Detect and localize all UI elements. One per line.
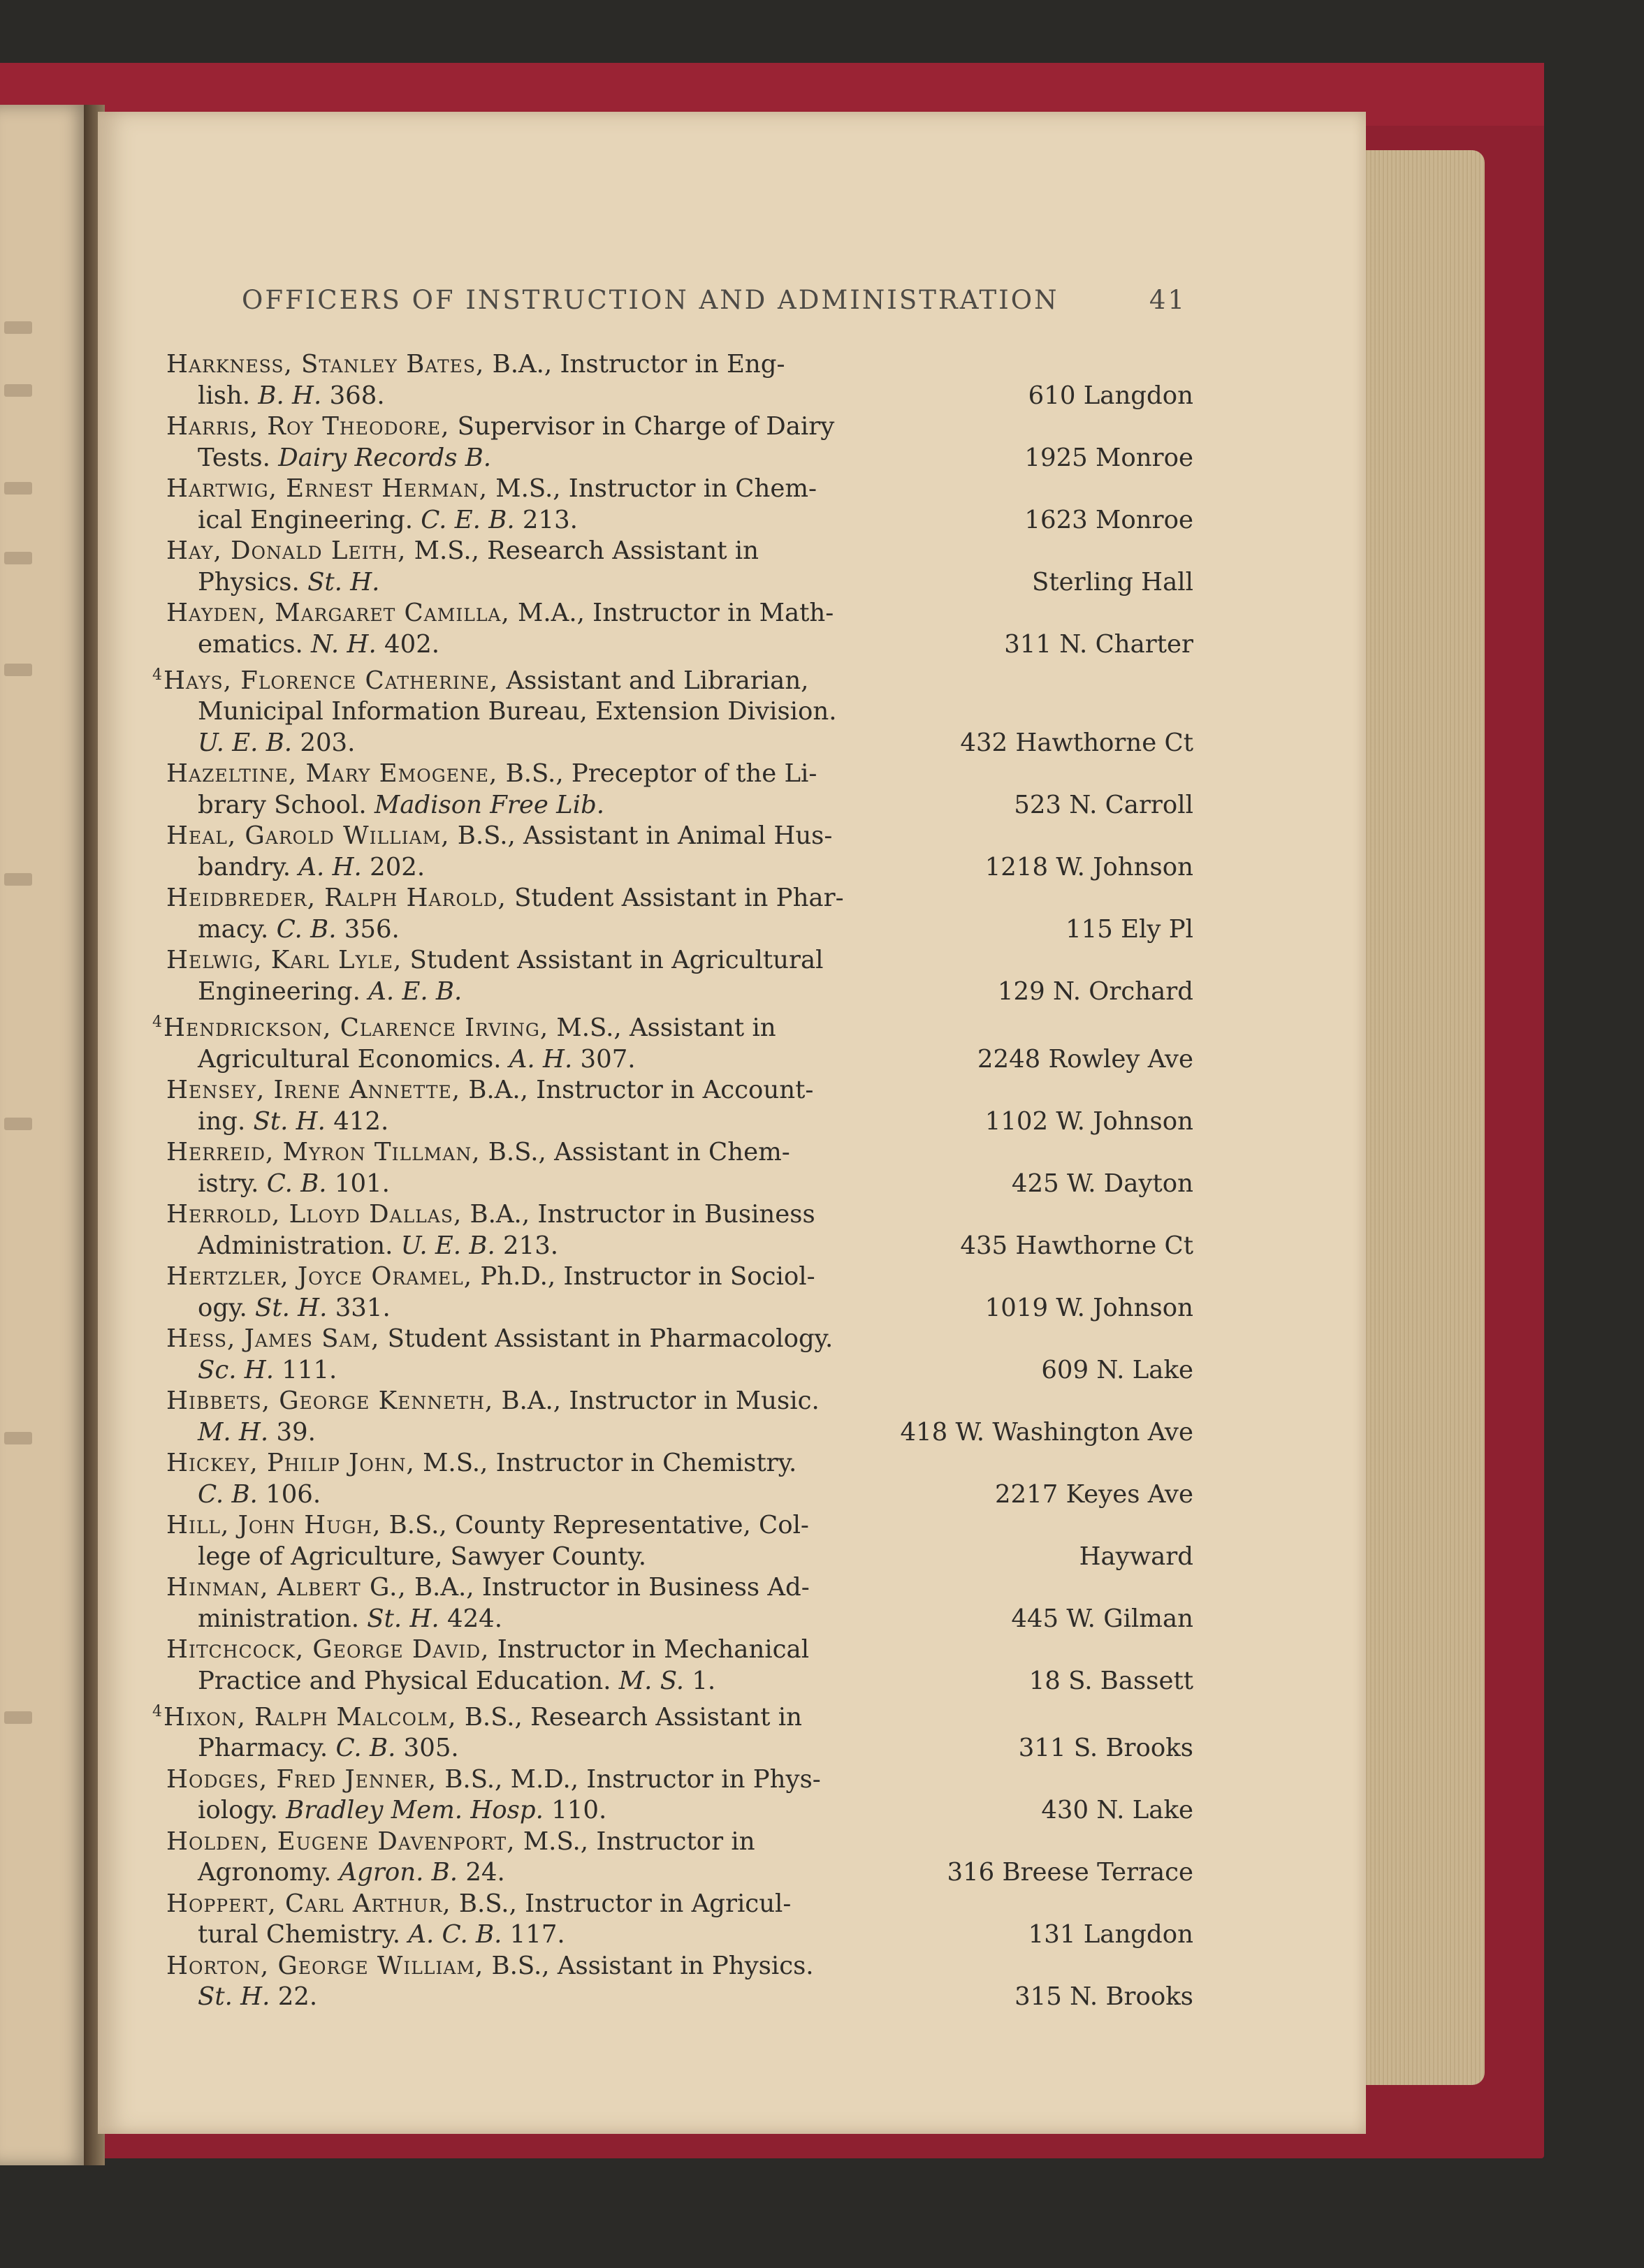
entry-line-1 [166,349,1193,381]
person-title: B.S., Research Assistant in [456,1702,802,1732]
continuation-text: Practice and Physical Education. [198,1666,611,1695]
person-title: Instructor in Mechanical [489,1635,810,1665]
directory-entry [166,1951,1193,2013]
office-building: St. H. [253,1106,326,1136]
office-building: M. S. [618,1666,685,1695]
entry-line-1 [166,1261,1193,1293]
page-edge-mark [4,1118,32,1130]
office-room: 307. [572,1044,636,1074]
entry-continuation [198,790,1014,821]
entry-heading [152,1697,1193,1733]
office-building: Madison Free Lib. [374,790,605,819]
entry-line-1 [166,1764,1193,1796]
office-building: St. H. [307,567,380,597]
entry-line-1 [166,1634,1193,1666]
person-title: B.A., Instructor in Eng- [484,350,785,379]
continuation-text: Physics. [198,567,300,597]
person-name: Heal, Garold William, [166,821,450,851]
entry-heading [166,598,1193,629]
person-title: Student Assistant in Phar- [506,884,844,913]
page-block-edges [1355,150,1485,2085]
entry-line-2 [166,1604,1193,1635]
home-address: 432 Hawthorne Ct [960,728,1193,757]
office-room: 39. [268,1417,316,1447]
footnote-mark: 4 [152,1014,162,1032]
entry-heading [166,1324,1193,1355]
person-title: B.S., County Representative, Col- [381,1511,809,1540]
continuation-text: ogy. [198,1293,247,1322]
entry-heading [166,1764,1193,1796]
person-title: M.S., Instructor in [515,1827,755,1856]
home-address: 315 N. Brooks [1014,1982,1193,2012]
person-name: Hinman, Albert G., [166,1573,407,1602]
office-building: St. H. [198,1982,270,2012]
continuation-text: Engineering. [198,976,361,1006]
home-address: 311 S. Brooks [1018,1734,1193,1763]
entry-continuation [198,567,1032,599]
home-address: 435 Hawthorne Ct [960,1231,1193,1260]
entry-heading [166,1261,1193,1293]
office-room: 331. [327,1293,391,1322]
entry-continuation [198,696,1193,728]
person-title: B.A., Instructor in Business Ad- [406,1573,810,1602]
entry-line-2 [166,1355,1193,1387]
entry-continuation [198,1169,1012,1200]
entry-line-1 [166,1199,1193,1231]
person-title: B.S., Preceptor of the Li- [497,759,817,789]
page-edge-mark [4,482,32,495]
office-room: 110. [543,1796,607,1825]
continuation-text: Tests. [198,443,270,472]
entry-heading [166,1634,1193,1666]
entry-line-1 [152,1697,1193,1733]
person-title: M.S., Research Assistant in [406,536,759,565]
entry-continuation [198,1542,1079,1573]
person-title: M.S., Instructor in Chem- [487,474,817,503]
entry-continuation [198,505,1024,536]
continuation-text: lege of Agriculture, Sawyer County. [198,1542,646,1571]
person-title: B.S., Assistant in Physics. [483,1951,814,1980]
entry-continuation [198,1231,960,1262]
office-building: A. C. B. [408,1920,502,1949]
directory-entry [166,1075,1193,1137]
person-name: Hartwig, Ernest Herman, [166,474,488,503]
directory-entry [166,1199,1193,1261]
entry-heading [166,883,1193,914]
entry-line-1 [166,536,1193,567]
person-name: Hess, James Sam, [166,1324,380,1354]
entry-line-1 [152,660,1193,696]
entry-line-2 [166,1795,1193,1827]
continuation-text: ministration. [198,1604,359,1633]
person-name: Hibbets, George Kenneth, [166,1387,494,1416]
entry-line-2 [166,1982,1193,2013]
person-title: Student Assistant in Agricultural [402,946,824,975]
entry-heading [166,474,1193,505]
entry-heading [166,945,1193,976]
office-building: C. B. [266,1169,327,1198]
office-room: 213. [514,505,578,534]
entry-line-1 [166,1572,1193,1604]
entry-heading [166,1448,1193,1479]
home-address: 131 Langdon [1028,1920,1193,1949]
entry-continuation [198,1666,1029,1697]
directory-entry [166,536,1193,598]
entry-heading [166,1827,1193,1858]
entry-heading [166,1889,1193,1920]
directory-entry [166,759,1193,821]
person-title: B.S., Assistant in Chem- [480,1138,790,1167]
entry-continuation [198,443,1024,474]
directory-entry [166,1137,1193,1199]
continuation-text: Municipal Information Bureau, Extension Division. [198,697,837,726]
entry-continuation [198,1044,977,1076]
person-name: Herrold, Lloyd Dallas, [166,1200,463,1229]
directory-entry [166,1448,1193,1510]
entry-heading [166,536,1193,567]
office-room: 106. [257,1479,321,1509]
entry-line-1 [166,474,1193,505]
person-name: Hixon, Ralph Malcolm, [163,1702,457,1732]
entry-line-2 [166,914,1193,946]
entry-line-1 [166,759,1193,790]
person-name: Horton, George William, [166,1951,484,1980]
entry-line-2 [166,1542,1193,1573]
office-room: 111. [274,1355,337,1384]
office-building: U. E. B. [198,728,293,757]
page-edge-mark [4,1432,32,1444]
entry-continuation [198,1982,1014,2013]
entry-line-1 [166,821,1193,852]
directory-entry [166,1827,1193,1889]
header-title: OFFICERS OF INSTRUCTION AND ADMINISTRATION [242,285,1059,315]
directory-entries [152,349,1193,2013]
entry-line-2 [166,696,1193,728]
person-name: Hazeltine, Mary Emogene, [166,759,498,789]
entry-line-2 [166,790,1193,821]
entry-line-2 [166,567,1193,599]
directory-entry [166,1889,1193,1951]
running-header [242,285,1186,315]
home-address: 1218 W. Johnson [984,852,1193,881]
home-address: 1623 Monroe [1024,505,1193,534]
directory-entry [152,1697,1193,1764]
person-title: M.A., Instructor in Math- [509,599,834,627]
person-name: Harkness, Stanley Bates, [166,350,485,379]
office-building: M. H. [198,1417,269,1447]
directory-entry [166,883,1193,945]
person-title: B.S., Instructor in Agricul- [451,1889,792,1918]
home-address: 1102 W. Johnson [984,1106,1193,1136]
office-building: C. B. [335,1734,396,1763]
continuation-text: iology. [198,1796,278,1825]
entry-continuation [198,976,998,1008]
entry-line-1 [166,411,1193,443]
entry-line-2 [166,1857,1193,1889]
continuation-text: ematics. [198,629,303,659]
person-name: Hendrickson, Clarence Irving, [163,1014,549,1043]
entry-line-2 [166,1106,1193,1138]
directory-entry [152,1007,1193,1075]
entry-line-1 [166,1075,1193,1106]
office-room: 412. [325,1106,389,1136]
entry-line-1 [166,598,1193,629]
office-building: St. H. [367,1604,439,1633]
person-title: B.A., Instructor in Account- [460,1076,814,1105]
entry-line-2 [166,1666,1193,1697]
entry-line-1 [152,1007,1193,1044]
entry-continuation [198,728,960,759]
entry-line-2 [166,1044,1193,1076]
office-room: 213. [495,1231,559,1260]
office-room: 202. [361,852,425,881]
page-number: 41 [1149,285,1186,315]
entry-heading [152,660,1193,696]
home-address: 523 N. Carroll [1014,790,1193,819]
continuation-text: Pharmacy. [198,1734,328,1763]
continuation-text: brary School. [198,790,367,819]
person-title: Ph.D., Instructor in Sociol- [472,1262,815,1292]
office-building: U. E. B. [400,1231,495,1260]
entry-heading [166,1199,1193,1231]
person-name: Harris, Roy Theodore, [166,412,450,441]
person-name: Herreid, Myron Tillman, [166,1138,481,1167]
continuation-text: Agronomy. [198,1858,332,1887]
home-address: Sterling Hall [1032,567,1193,597]
entry-continuation [198,1604,1011,1635]
entry-continuation [198,1733,1019,1764]
page-edge-mark [4,552,32,564]
entry-continuation [198,914,1065,946]
home-address: 1019 W. Johnson [984,1293,1193,1322]
entry-heading [166,411,1193,443]
page-edge-mark [4,664,32,676]
home-address: 18 S. Bassett [1028,1666,1193,1695]
continuation-text: Agricultural Economics. [198,1044,502,1074]
entry-heading [166,1510,1193,1542]
person-title: M.S., Instructor in Chemistry. [414,1449,797,1478]
entry-heading [166,821,1193,852]
person-title: B.A., Instructor in Music. [493,1387,820,1416]
entry-continuation [198,1293,985,1324]
continuation-text: ing. [198,1106,246,1136]
entry-line-2 [166,1919,1193,1951]
person-title: B.S., M.D., Instructor in Phys- [437,1764,821,1794]
entry-line-2 [166,1231,1193,1262]
home-address: 418 W. Washington Ave [900,1417,1193,1447]
office-room: 368. [321,381,385,410]
office-room: 402. [376,629,440,659]
entry-line-2 [166,852,1193,884]
office-room: 356. [336,914,400,944]
entry-heading [166,1386,1193,1417]
directory-entry [166,411,1193,474]
home-address: 1925 Monroe [1024,443,1193,472]
entry-line-1 [166,1889,1193,1920]
entry-line-2 [166,629,1193,661]
directory-entry [166,1324,1193,1386]
person-name: Hoppert, Carl Arthur, [166,1889,451,1918]
person-title: Student Assistant in Pharmacology. [379,1324,834,1354]
person-name: Hodges, Fred Jenner, [166,1764,437,1794]
home-address: 610 Langdon [1028,381,1193,410]
directory-entry [166,1386,1193,1448]
entry-line-2 [166,1417,1193,1449]
home-address: 445 W. Gilman [1011,1604,1193,1633]
office-room: 117. [502,1920,565,1949]
page-edge-mark [4,321,32,334]
footnote-mark: 4 [152,1703,162,1721]
home-address: 425 W. Dayton [1011,1169,1193,1198]
office-building: A. E. B. [368,976,463,1006]
entry-continuation [198,852,985,884]
directory-entry [166,1634,1193,1697]
previous-page-edge [0,105,91,2165]
directory-entry [166,598,1193,660]
continuation-text: ical Engineering. [198,505,413,534]
office-building: C. E. B. [421,505,515,534]
directory-entry [166,1261,1193,1324]
directory-entry [166,945,1193,1007]
person-title: Assistant and Librarian, [498,666,809,695]
page-edge-mark [4,873,32,886]
office-room: 305. [395,1734,459,1763]
office-room: 24. [458,1858,505,1887]
office-building: Agron. B. [339,1858,458,1887]
person-title: Supervisor in Charge of Dairy [449,412,835,441]
person-title: B.S., Assistant in Animal Hus- [449,821,833,851]
entry-line-1 [166,1324,1193,1355]
entry-continuation [198,381,1028,412]
entry-continuation [198,629,1004,661]
person-title: M.S., Assistant in [548,1014,776,1043]
office-building: A. H. [509,1044,573,1074]
directory-entry [166,1572,1193,1634]
person-name: Heidbreder, Ralph Harold, [166,884,507,913]
entry-line-2 [166,443,1193,474]
directory-entry [166,1510,1193,1572]
continuation-text: lish. [198,381,251,410]
person-name: Helwig, Karl Lyle, [166,946,402,975]
person-name: Hay, Donald Leith, [166,536,407,565]
home-address: 115 Ely Pl [1065,914,1193,944]
office-room: 1. [684,1666,716,1695]
continuation-text: istry. [198,1169,259,1198]
office-room: 22. [270,1982,318,2012]
directory-entry [152,660,1193,759]
page-edge-mark [4,384,32,397]
continuation-text: tural Chemistry. [198,1920,401,1949]
entry-line-1 [166,1951,1193,1982]
entry-line-2 [166,1479,1193,1511]
entry-continuation [198,1795,1041,1827]
person-title: B.A., Instructor in Business [462,1200,815,1229]
entry-line-2 [166,1293,1193,1324]
office-building: St. H. [255,1293,328,1322]
entry-continuation [198,1479,995,1511]
home-address: 316 Breese Terrace [947,1858,1193,1887]
person-name: Hayden, Margaret Camilla, [166,599,510,627]
home-address: 430 N. Lake [1041,1796,1193,1825]
entry-line-1 [166,1448,1193,1479]
entry-heading [166,1137,1193,1169]
entry-heading [166,1951,1193,1982]
entry-heading [166,1572,1193,1604]
continuation-text: macy. [198,914,269,944]
person-name: Hertzler, Joyce Oramel, [166,1262,473,1292]
office-building: N. H. [311,629,377,659]
continuation-text: bandry. [198,852,291,881]
home-address: 2248 Rowley Ave [977,1044,1193,1074]
entry-heading [166,1075,1193,1106]
entry-heading [166,759,1193,790]
office-building: Dairy Records B. [278,443,492,472]
entry-line-1 [166,1510,1193,1542]
entry-line-1 [166,945,1193,976]
person-name: Hays, Florence Catherine, [163,666,499,695]
entry-line-2 [166,976,1193,1008]
directory-entry [166,349,1193,411]
home-address: 311 N. Charter [1004,629,1193,659]
office-building: C. B. [198,1479,258,1509]
directory-entry [166,474,1193,536]
entry-line-2 [166,505,1193,536]
continuation-text: Administration. [198,1231,393,1260]
entry-continuation [198,1857,947,1889]
entry-continuation [198,1106,985,1138]
entry-line-3 [166,728,1193,759]
office-building: Bradley Mem. Hosp. [286,1796,544,1825]
home-address: 129 N. Orchard [997,976,1193,1006]
entry-line-2 [166,1169,1193,1200]
entry-line-2 [166,381,1193,412]
entry-heading [152,1007,1193,1044]
home-address: 2217 Keyes Ave [994,1479,1193,1509]
entry-continuation [198,1355,1041,1387]
office-building: C. B. [276,914,337,944]
office-room: 424. [439,1604,503,1633]
directory-entry [166,1764,1193,1827]
entry-line-1 [166,1827,1193,1858]
entry-continuation [198,1919,1028,1951]
home-address: 609 N. Lake [1041,1355,1193,1384]
person-name: Hickey, Philip John, [166,1449,415,1478]
person-name: Hitchcock, George David, [166,1635,490,1665]
person-name: Holden, Eugene Davenport, [166,1827,516,1856]
entry-line-1 [166,883,1193,914]
office-building: Sc. H. [198,1355,275,1384]
page-edge-mark [4,1711,32,1724]
person-name: Hensey, Irene Annette, [166,1076,461,1105]
entry-heading [166,349,1193,381]
office-building: B. H. [258,381,322,410]
entry-line-1 [166,1386,1193,1417]
person-name: Hill, John Hugh, [166,1511,381,1540]
office-room: 101. [326,1169,390,1198]
entry-line-2 [166,1733,1193,1764]
home-address: Hayward [1079,1542,1193,1571]
entry-continuation [198,1417,900,1449]
entry-line-1 [166,1137,1193,1169]
directory-entry [166,821,1193,883]
office-room: 203. [292,728,356,757]
footnote-mark: 4 [152,666,162,684]
office-building: A. H. [298,852,362,881]
